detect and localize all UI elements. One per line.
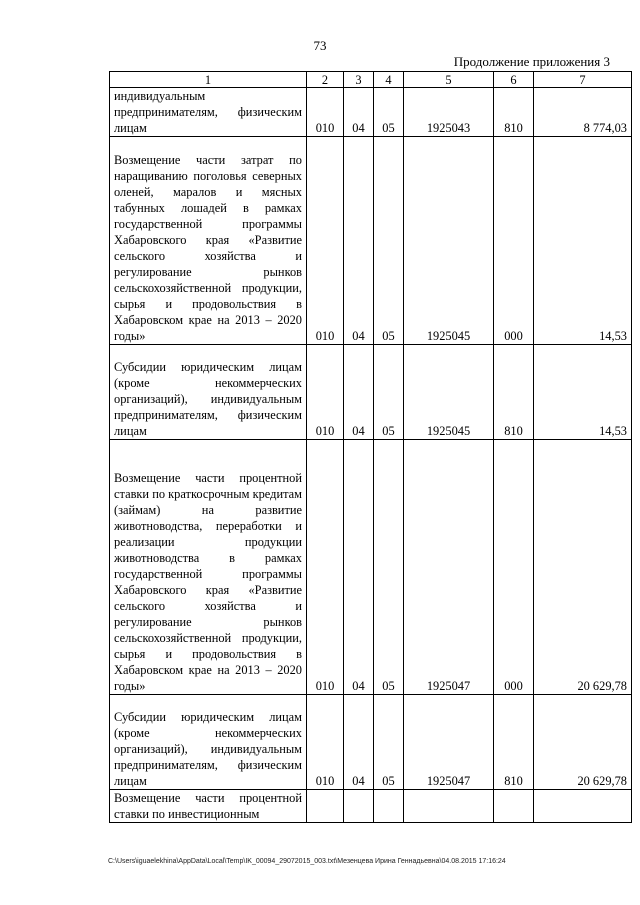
code-target-article: 1925043 <box>404 88 494 137</box>
code-target-article: 1925045 <box>404 137 494 345</box>
code-expense-type: 810 <box>494 695 534 790</box>
code-section: 04 <box>344 137 374 345</box>
row-name: Возмещение части затрат по наращиванию поголовья северных оленей, маралов и мясных табунных лошадей в рамках государственной программы Хабаровского края «Развитие сельского хозяйства и регулирование рынков сельскохозяйственной продукции, сырья и продовольствия в Хабаровском крае на 2013 – 2020 годы» <box>110 137 307 345</box>
table-row <box>110 790 632 823</box>
column-header-7: 7 <box>534 72 632 88</box>
table-row <box>110 137 632 345</box>
table-row <box>110 695 632 790</box>
column-header-5: 5 <box>404 72 494 88</box>
amount: 20 629,78 <box>534 440 632 695</box>
column-header-2: 2 <box>307 72 344 88</box>
amount: 14,53 <box>534 137 632 345</box>
row-name: Субсидии юридическим лицам (кроме некоммерческих организаций), индивидуальным предпринимателям, физическим лицам <box>110 695 307 790</box>
table-row <box>110 440 632 695</box>
code-target-article <box>404 790 494 823</box>
column-header-4: 4 <box>374 72 404 88</box>
code-target-article: 1925047 <box>404 440 494 695</box>
code-expense-type <box>494 790 534 823</box>
column-header-1: 1 <box>110 72 307 88</box>
continuation-note: Продолжение приложения 3 <box>453 54 610 69</box>
code-ministry <box>307 790 344 823</box>
code-subsection: 05 <box>374 88 404 137</box>
code-subsection <box>374 790 404 823</box>
code-subsection: 05 <box>374 695 404 790</box>
code-ministry: 010 <box>307 695 344 790</box>
code-expense-type: 000 <box>494 440 534 695</box>
code-expense-type: 810 <box>494 88 534 137</box>
file-path-footer: C:\Users\iguaelekhina\AppData\Local\Temp\IK_00094_29072015_003.txt\Мезенцева Ирина Геннадьевна\04.08.2015 17:16:24 <box>108 858 506 865</box>
row-name: Возмещение части процентной ставки по инвестиционным <box>110 790 307 823</box>
code-target-article: 1925047 <box>404 695 494 790</box>
row-name: индивидуальным предпринимателям, физическим лицам <box>110 88 307 137</box>
code-section: 04 <box>344 88 374 137</box>
amount: 8 774,03 <box>534 88 632 137</box>
code-subsection: 05 <box>374 345 404 440</box>
code-ministry: 010 <box>307 345 344 440</box>
amount: 14,53 <box>534 345 632 440</box>
column-header-3: 3 <box>344 72 374 88</box>
row-name: Субсидии юридическим лицам (кроме некоммерческих организаций), индивидуальным предпринимателям, физическим лицам <box>110 345 307 440</box>
budget-table <box>109 71 632 823</box>
code-section: 04 <box>344 345 374 440</box>
code-ministry: 010 <box>307 88 344 137</box>
code-section: 04 <box>344 695 374 790</box>
amount: 20 629,78 <box>534 695 632 790</box>
code-target-article: 1925045 <box>404 345 494 440</box>
table-header-row <box>110 72 632 88</box>
amount <box>534 790 632 823</box>
column-header-6: 6 <box>494 72 534 88</box>
code-expense-type: 000 <box>494 137 534 345</box>
table-row <box>110 345 632 440</box>
code-ministry: 010 <box>307 137 344 345</box>
row-name: Возмещение части процентной ставки по краткосрочным кредитам (займам) на развитие животноводства, переработки и реализации продукции животноводства в рамках государственной программы Хабаровского края «Развитие сельского хозяйства и регулирование рынков сельскохозяйственной продукции, сырья и продовольствия в Хабаровском крае на 2013 – 2020 годы» <box>110 440 307 695</box>
code-subsection: 05 <box>374 440 404 695</box>
code-expense-type: 810 <box>494 345 534 440</box>
code-ministry: 010 <box>307 440 344 695</box>
code-subsection: 05 <box>374 137 404 345</box>
page-number: 73 <box>313 38 327 53</box>
table-row <box>110 88 632 137</box>
code-section <box>344 790 374 823</box>
code-section: 04 <box>344 440 374 695</box>
